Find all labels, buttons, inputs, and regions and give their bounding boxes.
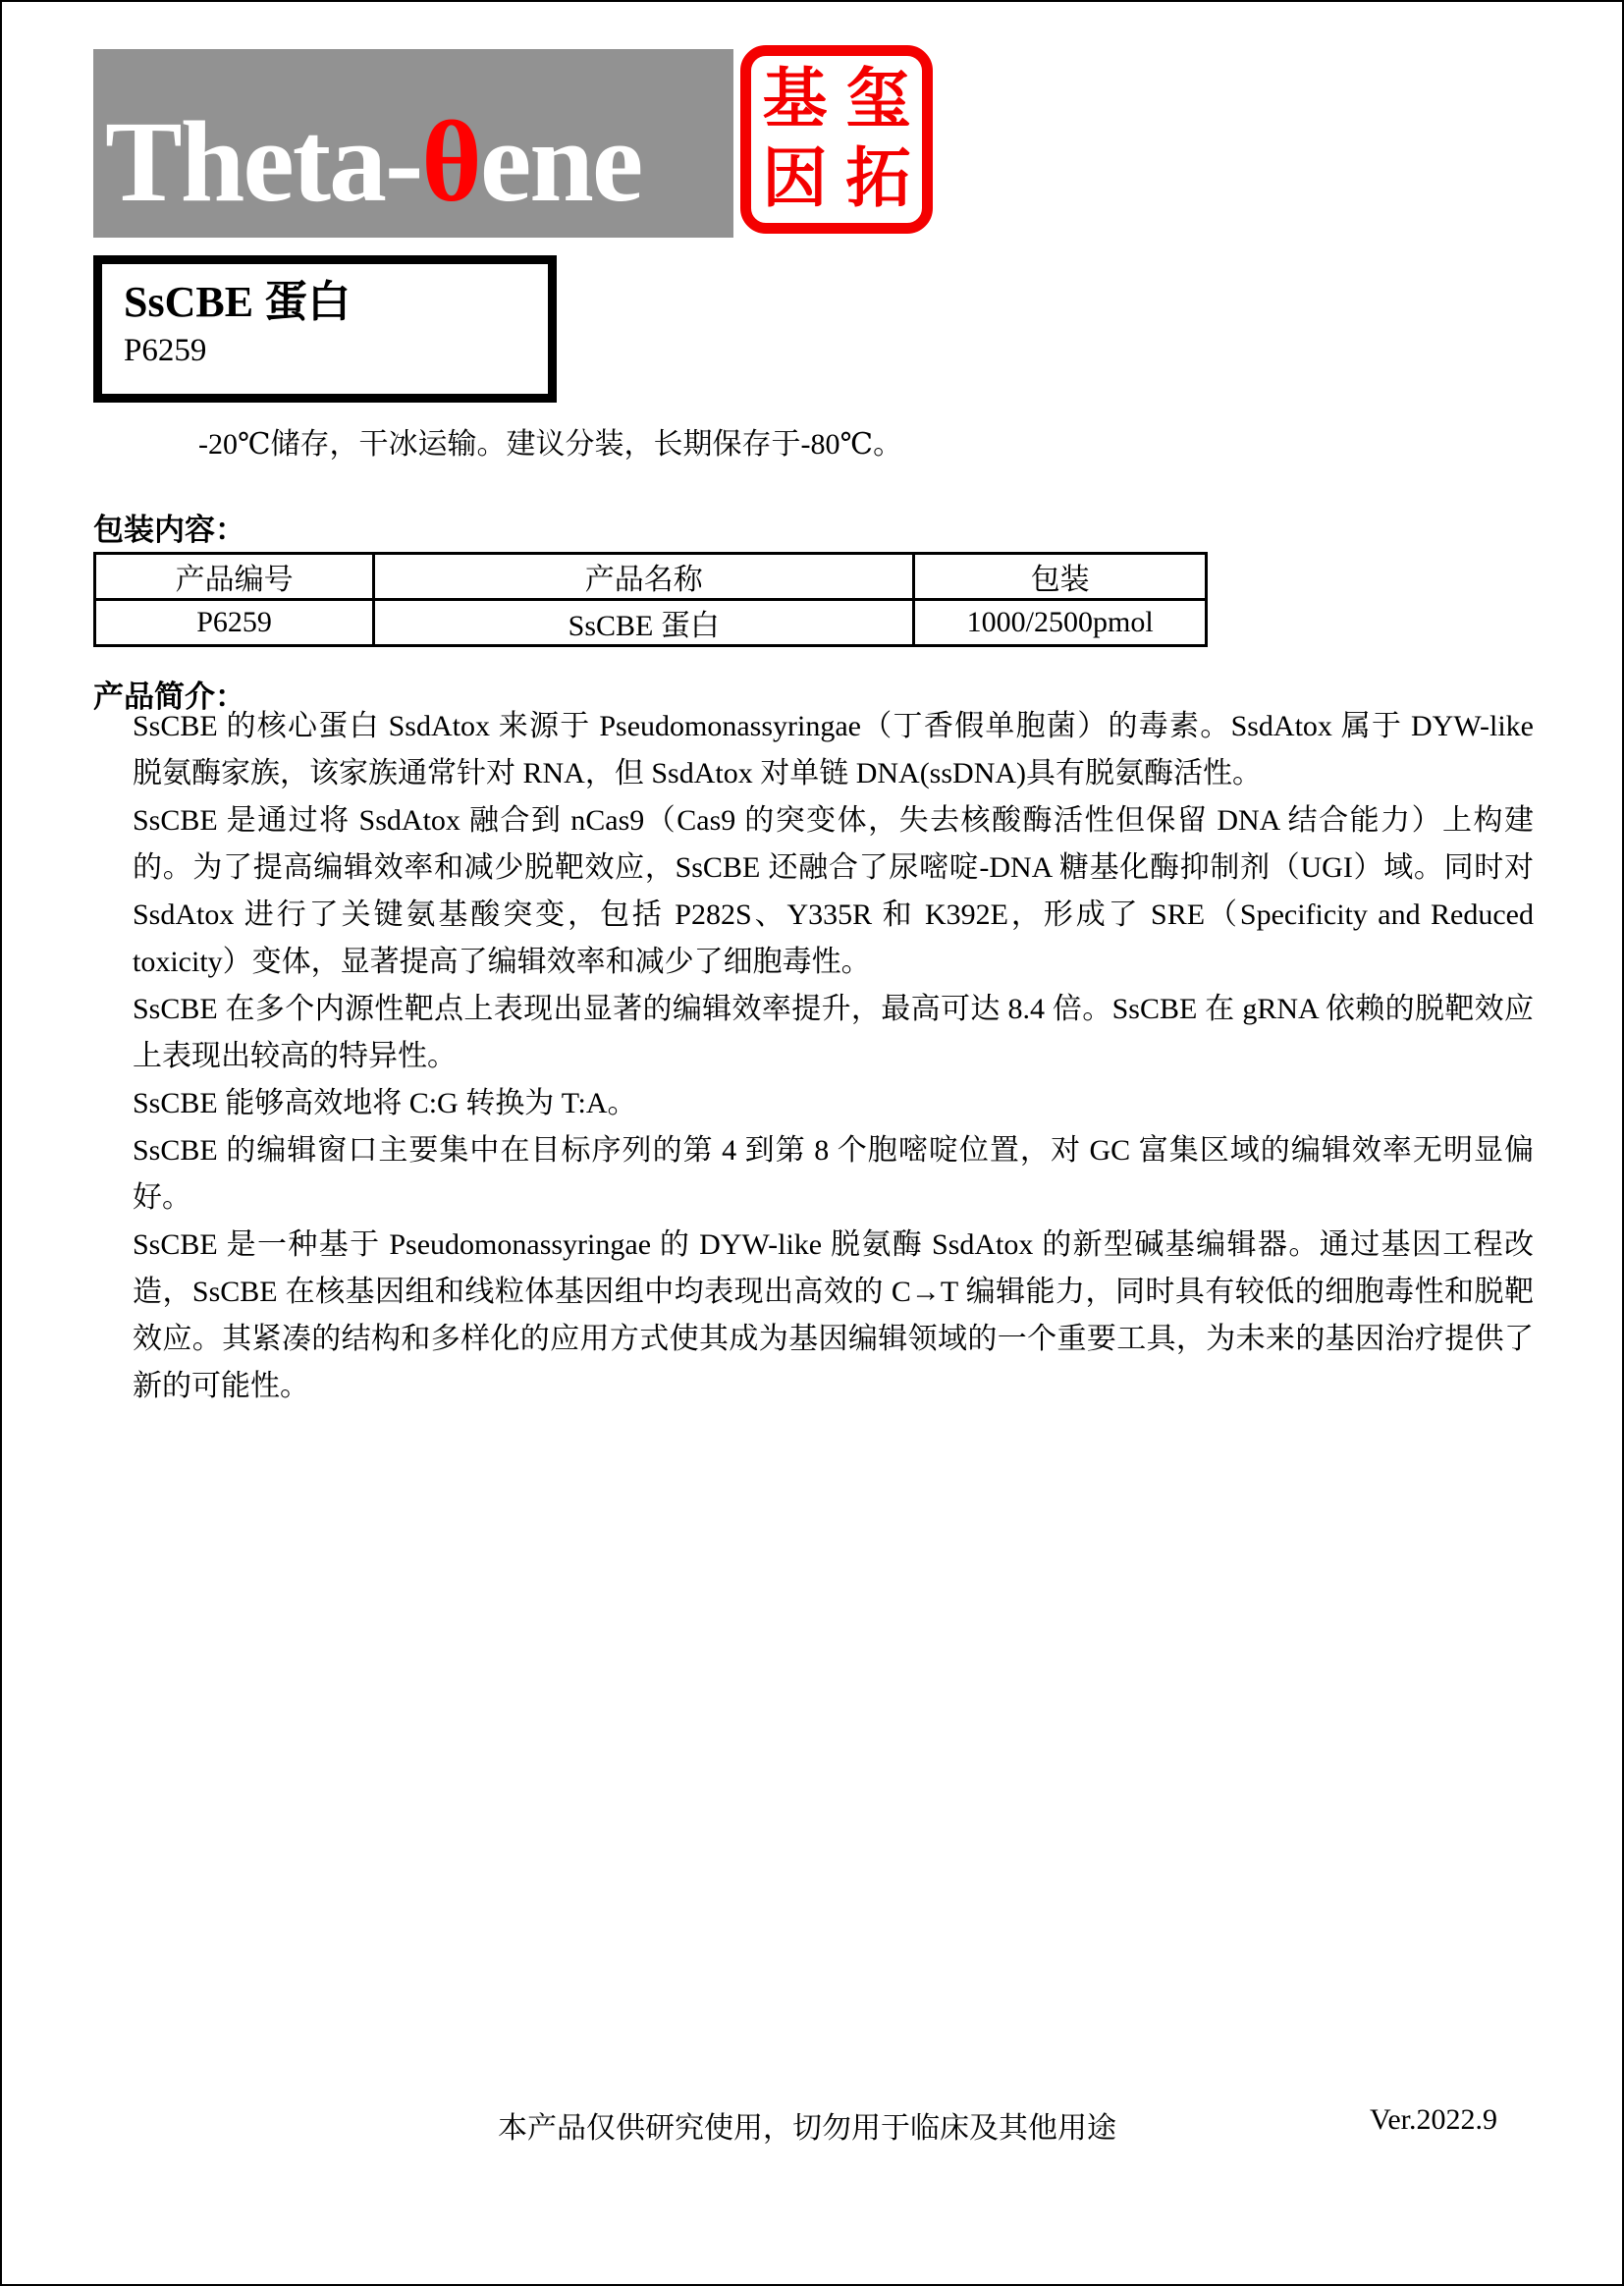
packaging-table [93,552,1208,647]
intro-paragraph: SsCBE 在多个内源性靶点上表现出显著的编辑效率提升，最高可达 8.4 倍。SsCBE 在 gRNA 依赖的脱靶效应上表现出较高的特异性。 [133,993,1534,1072]
brand-logo-prefix: Theta- [105,97,422,226]
intro-paragraph: SsCBE 是一种基于 Pseudomonassyringae 的 DYW-like 脱氨酶 SsdAtox 的新型碱基编辑器。通过基因工程改造，SsCBE 在核基因组和线粒体基因组中均表现出高效的 C→T 编辑能力，同时具有较低的细胞毒性和脱靶效应。其紧凑的结构和多样化的应用方式使其成为基因编辑领域的一个重要工具，为未来的基因治疗提供了新的可能性。 [133,1228,1534,1402]
brand-logo [105,97,642,226]
intro-paragraph: SsCBE 的编辑窗口主要集中在目标序列的第 4 到第 8 个胞嘧啶位置，对 GC 富集区域的编辑效率无明显偏好。 [133,1134,1534,1214]
product-title: SsCBE 蛋白 [124,278,352,326]
product-code: P6259 [124,332,207,368]
footer-disclaimer: 本产品仅供研究使用，切勿用于临床及其他用途 [498,2112,1116,2145]
packaging-cell-name: SsCBE 蛋白 [374,600,914,646]
brand-logo-suffix: ene [479,97,642,226]
intro-paragraph: SsCBE 能够高效地将 C:G 转换为 T:A。 [133,1087,637,1119]
packaging-header-name: 产品名称 [374,554,914,600]
product-title-box [93,255,557,403]
brand-logo-theta: θ [421,97,480,226]
company-seal [740,45,933,234]
packaging-header-pack: 包装 [914,554,1207,600]
intro-body [133,703,1534,1410]
intro-paragraph: SsCBE 的核心蛋白 SsdAtox 来源于 Pseudomonassyringae（丁香假单胞菌）的毒素。SsdAtox 属于 DYW-like 脱氨酶家族，该家族通常针对 RNA，但 SsdAtox 对单链 DNA(ssDNA)具有脱氨酶活性。 [133,710,1534,789]
intro-paragraph: SsCBE 是通过将 SsdAtox 融合到 nCas9（Cas9 的突变体，失去核酸酶活性但保留 DNA 结合能力）上构建的。为了提高编辑效率和减少脱靶效应，SsCBE 还融合了尿嘧啶-DNA 糖基化酶抑制剂（UGI）域。同时对 SsdAtox 进行了关键氨基酸突变，包括 P282S、Y335R 和 K392E，形成了 SRE（Specificity and Reduced toxicity）变体，显著提高了编辑效率和减少了细胞毒性。 [133,804,1534,978]
seal-char: 因 [762,142,828,215]
storage-note: -20℃储存，干冰运输。建议分装，长期保存于-80℃。 [198,428,903,461]
brand-banner [93,49,733,238]
table-row [95,600,1207,646]
footer-version: Ver.2022.9 [1370,2103,1497,2136]
packaging-header-code: 产品编号 [95,554,374,600]
packaging-heading: 包装内容： [93,513,245,547]
packaging-cell-pack: 1000/2500pmol [914,600,1207,646]
packaging-cell-code: P6259 [95,600,374,646]
seal-char: 拓 [845,142,911,215]
seal-char: 玺 [845,63,911,136]
packaging-table-header-row [95,554,1207,600]
intro-heading: 产品简介： [93,680,245,714]
seal-char: 基 [762,63,828,136]
